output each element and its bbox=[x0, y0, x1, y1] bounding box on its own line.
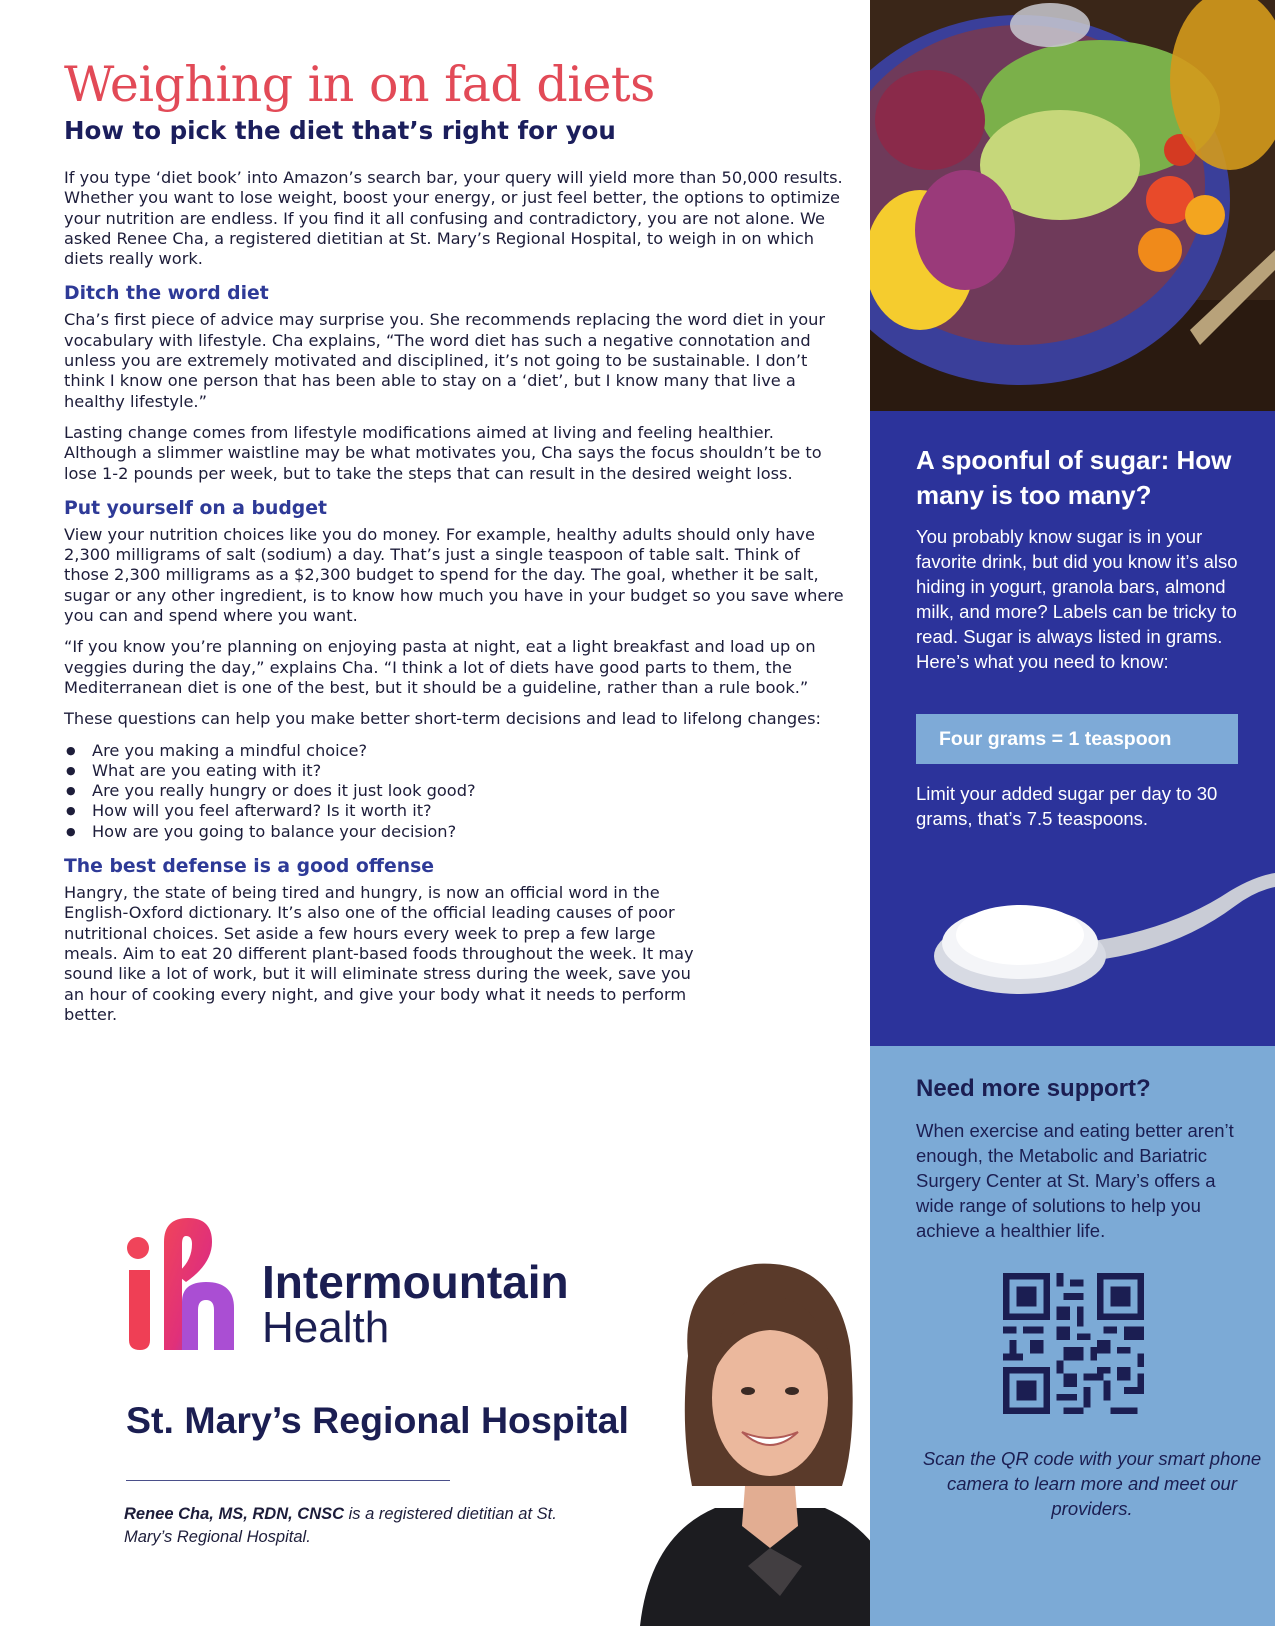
support-sidebar bbox=[870, 1046, 1275, 1626]
budget-paragraph-2: “If you know you’re planning on enjoying pasta at night, eat a light breakfast and load up on veggies during the day,” explains Cha. “I think a lot of diets have good parts to them, the Mediterranean diet is one of the best, but it should be a guideline, rather than a rule book.” bbox=[64, 637, 816, 697]
ditch-paragraph-2: Lasting change comes from lifestyle modifications aimed at living and feeling healthier. Although a slimmer waistline may be what motivates you, Cha says the focus shouldn’t be to lose 1-2 pounds per week, but to take the steps that can result in the desired weight loss. bbox=[64, 422, 822, 483]
defense-paragraph: Hangry, the state of being tired and hungry, is now an official word in the English-Oxford dictionary. It’s also one of the official leading causes of poor nutritional choices. Set aside a few hours every week to prep a few large meals. Aim to eat 20 different plant-based foods throughout the week. It may sound like a lot of work, but it will eliminate stress during the week, save you an hour of cooking every night, and give your body what it needs to perform better. bbox=[64, 883, 694, 1024]
divider bbox=[126, 1480, 450, 1481]
author-name: Renee Cha, MS, RDN, CNSC bbox=[124, 1505, 345, 1523]
list-item: ● Are you making a mindful choice? bbox=[64, 741, 844, 761]
budget-paragraph-1: View your nutrition choices like you do money. For example, healthy adults should only have 2,300 milligrams of salt (sodium) a day. That’s just a single teaspoon of table salt. Think of those 2,300 milligrams as a $2,300 budget to spend for the day. The goal, whether it be salt, sugar or any other ingredient, is to know how much you have in your budget so you save where you can and spend where you want. bbox=[64, 524, 844, 626]
budget-paragraph-3: These questions can help you make better short-term decisions and lead to lifelong changes: bbox=[64, 709, 822, 729]
sugar-body: You probably know sugar is in your favorite drink, but did you know it’s also hiding in yogurt, granola bars, almond milk, and more? Labels can be tricky to read. Sugar is always listed in grams. Here’s what you need to know: bbox=[916, 526, 1238, 672]
brand-name-line-1: Intermountain bbox=[262, 1256, 569, 1308]
qr-instructions: Scan the QR code with your smart phone camera to learn more and meet our providers. bbox=[922, 1448, 1262, 1519]
section-heading-defense: The best defense is a good offense bbox=[64, 856, 434, 878]
sugar-heading: A spoonful of sugar: How many is too many? bbox=[916, 445, 1232, 510]
section-heading-budget: Put yourself on a budget bbox=[64, 497, 327, 519]
sugar-highlight-box: Four grams = 1 teaspoon bbox=[916, 714, 1238, 764]
support-body: When exercise and eating better aren’t enough, the Metabolic and Bariatric Surgery Center at St. Mary’s offers a wide range of solutions to help you achieve a healthier life. bbox=[916, 1120, 1234, 1241]
section-heading-ditch: Ditch the word diet bbox=[64, 283, 269, 305]
article-body bbox=[64, 168, 844, 1036]
qr-code[interactable] bbox=[1003, 1273, 1144, 1414]
support-heading: Need more support? bbox=[916, 1075, 1151, 1102]
sugar-limit: Limit your added sugar per day to 30 grams, that’s 7.5 teaspoons. bbox=[916, 783, 1218, 829]
questions-list bbox=[64, 741, 844, 842]
spoon-of-sugar-icon bbox=[930, 851, 1275, 1001]
salad-bowl-photo bbox=[870, 0, 1275, 411]
list-item: ● What are you eating with it? bbox=[64, 761, 844, 781]
intro-paragraph: If you type ‘diet book’ into Amazon’s search bar, your query will yield more than 50,000 results. Whether you want to lose weight, boost your energy, or just feel better, the options to optimize your nutrition are endless. If you find it all confusing and contradictory, you are not alone. We asked Renee Cha, a registered dietitian at St. Mary’s Regional Hospital, to weigh in on which diets really work. bbox=[64, 168, 843, 269]
brand-name-line-2: Health bbox=[262, 1303, 390, 1352]
article-title: Weighing in on fad diets bbox=[64, 56, 655, 113]
list-item: ● How are you going to balance your decision? bbox=[64, 822, 844, 842]
ditch-paragraph-1: Cha’s first piece of advice may surprise you. She recommends replacing the word diet in your vocabulary with lifestyle. Cha explains, “The word diet has such a negative connotation and unless you are extremely motivated and disciplined, it’s not going to be sustainable. I don’t think I know one person that has been able to stay on a ‘diet’, but I know many that live a healthy lifestyle.” bbox=[64, 310, 826, 411]
author-bio bbox=[124, 1503, 604, 1549]
intermountain-logo-icon bbox=[124, 1212, 244, 1354]
list-item: ● How will you feel afterward? Is it worth it? bbox=[64, 801, 844, 821]
article-subtitle: How to pick the diet that’s right for you bbox=[64, 116, 616, 145]
list-item: ● Are you really hungry or does it just look good? bbox=[64, 781, 844, 801]
hospital-name: St. Mary’s Regional Hospital bbox=[126, 1399, 629, 1441]
author-description: is a registered dietitian at St. Mary’s Regional Hospital. bbox=[124, 1505, 557, 1546]
sugar-sidebar bbox=[870, 411, 1275, 1046]
